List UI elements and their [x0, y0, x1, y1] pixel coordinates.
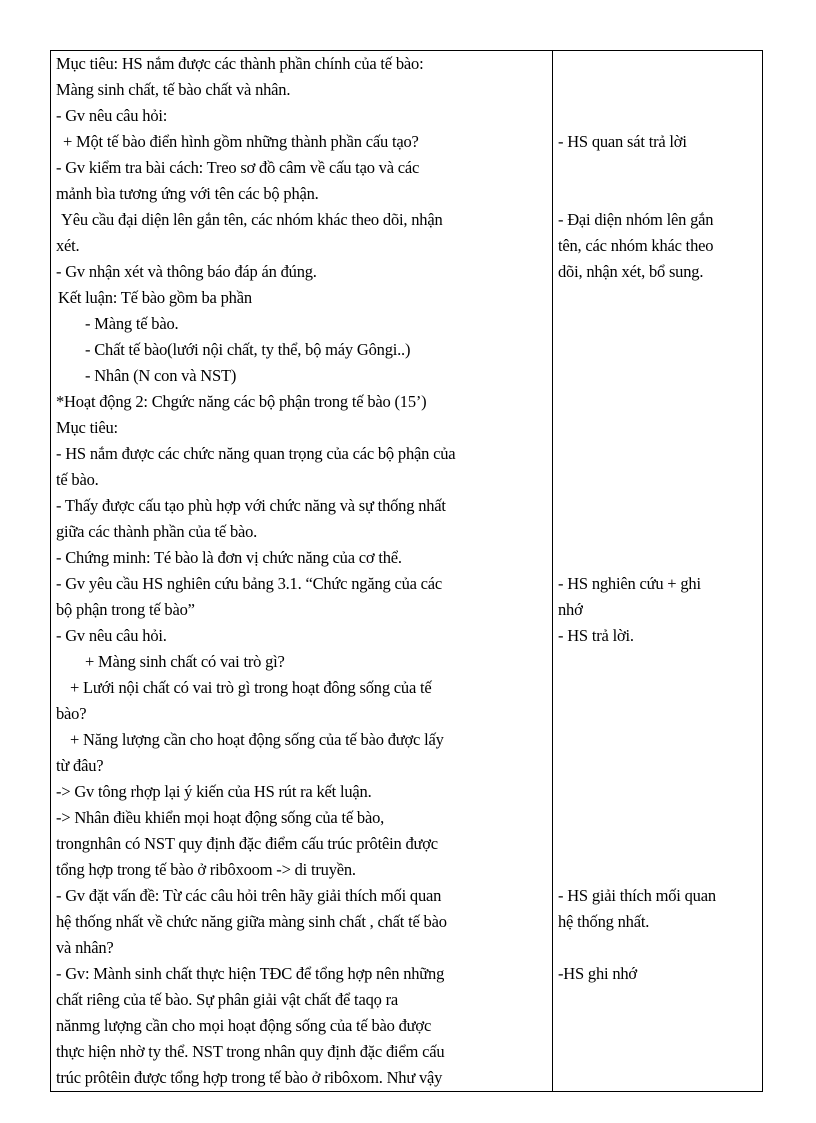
teacher-line: - Màng tế bào. — [85, 314, 179, 333]
student-line — [553, 155, 762, 181]
teacher-line: - Gv nêu câu hỏi. — [56, 626, 167, 645]
teacher-line: thực hiện nhờ ty thể. NST trong nhân quy định đặc điểm cấu — [56, 1042, 445, 1061]
student-line — [553, 337, 762, 363]
student-line — [553, 935, 762, 961]
teacher-line: -> Nhân điều khiển mọi hoạt động sống của tế bào, — [56, 808, 385, 827]
teacher-line: tổng hợp trong tế bào ở ribôxoom -> di truyền. — [56, 860, 356, 879]
student-line — [553, 831, 762, 857]
lesson-table — [50, 50, 763, 1092]
teacher-line: tế bào. — [56, 470, 99, 489]
student-line: hệ thống nhất. — [558, 912, 650, 931]
student-line — [553, 545, 762, 571]
teacher-line: hệ thống nhất về chức năng giữa màng sinh chất , chất tế bào — [56, 912, 447, 931]
teacher-line: - Chứng minh: Té bào là đơn vị chức năng của cơ thể. — [56, 548, 402, 567]
student-line: tên, các nhóm khác theo — [558, 236, 714, 255]
teacher-line: giữa các thành phần của tế bào. — [56, 522, 258, 541]
student-line — [553, 987, 762, 1013]
teacher-activity-text — [51, 51, 552, 1091]
teacher-line: + Lưới nội chất có vai trò gì trong hoạt đông sống của tế — [70, 678, 432, 697]
teacher-line: nănmg lượng cần cho mọi hoạt động sống của tế bào được — [56, 1016, 432, 1035]
teacher-line: - Gv đặt vấn đề: Từ các câu hỏi trên hãy giải thích mối quan — [56, 886, 442, 905]
teacher-line: trongnhân có NST quy định đặc điểm cấu trúc prôtêin được — [56, 834, 438, 853]
teacher-line: - Gv yêu cầu HS nghiên cứu bảng 3.1. “Chức ngăng của các — [56, 574, 443, 593]
teacher-line: Mục tiêu: — [56, 418, 118, 437]
student-line — [553, 311, 762, 337]
student-line — [553, 753, 762, 779]
student-line: -HS ghi nhớ — [558, 964, 637, 983]
teacher-line: + Một tế bào điển hình gồm những thành phần cấu tạo? — [63, 132, 419, 151]
student-line — [553, 181, 762, 207]
teacher-line: Kết luận: Tế bào gồm ba phần — [58, 288, 252, 307]
student-line — [553, 675, 762, 701]
teacher-line: - Gv nêu câu hỏi: — [56, 106, 168, 125]
teacher-line: + Màng sinh chất có vai trò gì? — [85, 652, 285, 671]
student-activity-text — [553, 51, 762, 1091]
teacher-line: Yêu cầu đại diện lên gắn tên, các nhóm khác theo dõi, nhận — [61, 210, 443, 229]
student-line: - HS nghiên cứu + ghi — [558, 574, 701, 593]
student-line — [553, 415, 762, 441]
teacher-activity-cell — [51, 51, 553, 1092]
student-line — [553, 363, 762, 389]
student-line: - HS trả lời. — [558, 626, 634, 645]
student-line — [553, 727, 762, 753]
student-line — [553, 701, 762, 727]
teacher-line: Màng sinh chất, tế bào chất và nhân. — [56, 80, 291, 99]
student-line — [553, 389, 762, 415]
teacher-line: xét. — [56, 236, 80, 255]
teacher-line: từ đâu? — [56, 756, 104, 775]
student-line — [553, 103, 762, 129]
student-line: - Đại diện nhóm lên gắn — [558, 210, 714, 229]
teacher-line: -> Gv tông rhợp lại ý kiến của HS rút ra kết luận. — [56, 782, 372, 801]
teacher-line: - Gv kiểm tra bài cách: Treo sơ đồ câm về cấu tạo và các — [56, 158, 420, 177]
student-line — [553, 1065, 762, 1091]
student-line — [553, 1039, 762, 1065]
teacher-line: mảnh bìa tương ứng với tên các bộ phận. — [56, 184, 319, 203]
student-activity-cell — [553, 51, 763, 1092]
table-row — [51, 51, 763, 1092]
student-line — [553, 441, 762, 467]
teacher-line: + Năng lượng cần cho hoạt động sống của tế bào được lấy — [70, 730, 444, 749]
teacher-line: *Hoạt động 2: Chgức năng các bộ phận trong tế bào (15’) — [56, 392, 427, 411]
student-line — [553, 779, 762, 805]
student-line — [553, 1013, 762, 1039]
teacher-line: - Chất tế bào(lưới nội chất, ty thể, bộ máy Gôngi..) — [85, 340, 411, 359]
teacher-line: - HS nắm được các chức năng quan trọng của các bộ phận của — [56, 444, 456, 463]
student-line: dõi, nhận xét, bổ sung. — [558, 262, 704, 281]
teacher-line: trúc prôtêin được tổng hợp trong tế bào ở ribôxom. Như vậy — [56, 1068, 443, 1087]
teacher-line: bào? — [56, 704, 87, 723]
teacher-line: - Gv: Mành sinh chất thực hiện TĐC để tổng hợp nên những — [56, 964, 445, 983]
student-line — [553, 77, 762, 103]
teacher-line: và nhân? — [56, 938, 114, 957]
student-line: - HS quan sát trả lời — [558, 132, 687, 151]
student-line — [553, 285, 762, 311]
teacher-line: bộ phận trong tế bào” — [56, 600, 195, 619]
teacher-line: Mục tiêu: HS nắm được các thành phần chính của tế bào: — [56, 54, 424, 73]
student-line — [553, 467, 762, 493]
student-line — [553, 519, 762, 545]
student-line: nhớ — [558, 600, 583, 619]
student-line: - HS giải thích mối quan — [558, 886, 716, 905]
student-line — [553, 51, 762, 77]
teacher-line: - Gv nhận xét và thông báo đáp án đúng. — [56, 262, 317, 281]
student-line — [553, 805, 762, 831]
student-line — [553, 493, 762, 519]
student-line — [553, 857, 762, 883]
student-line — [553, 649, 762, 675]
teacher-line: chất riêng của tế bào. Sự phân giải vật chất để taqọ ra — [56, 990, 399, 1009]
teacher-line: - Nhân (N con và NST) — [85, 366, 237, 385]
teacher-line: - Thấy được cấu tạo phù hợp với chức năng và sự thống nhất — [56, 496, 446, 515]
